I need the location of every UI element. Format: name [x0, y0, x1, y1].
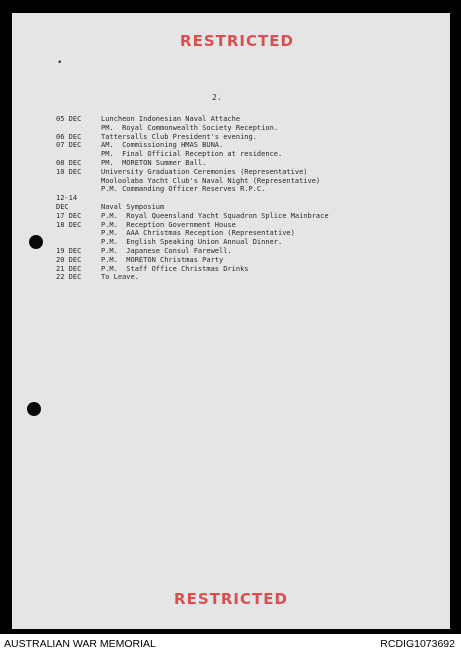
entry-text: Luncheon Indonesian Naval Attache — [101, 115, 241, 123]
entry-date: 12-14 — [56, 194, 78, 203]
entry-text: P.M. Royal Queensland Yacht Squadron Splice Mainbrace — [101, 211, 329, 220]
entry-date: DEC — [56, 202, 69, 211]
paper-mark: • — [57, 58, 63, 68]
entry-date — [56, 177, 101, 186]
archive-footer — [0, 634, 461, 653]
document-page — [12, 13, 450, 629]
schedule-entry — [56, 247, 436, 256]
entry-date: 06 DEC — [56, 132, 82, 141]
entry-text — [101, 194, 436, 203]
punch-hole-top — [29, 235, 43, 249]
schedule-entry — [56, 273, 436, 282]
entry-text: P.M. English Speaking Union Annual Dinner. — [101, 238, 283, 247]
entry-date — [56, 185, 101, 194]
schedule-entry — [56, 221, 436, 230]
schedule-entry — [56, 177, 436, 186]
entry-text: P.M. AAA Christmas Reception (Representative) — [101, 229, 295, 238]
entry-text: P.M. Reception Government House — [101, 220, 236, 229]
entry-date — [56, 124, 101, 133]
entry-date: 19 DEC — [56, 246, 82, 255]
restricted-stamp-top: RESTRICTED — [180, 32, 294, 50]
entry-text: University Graduation Ceremonies (Representative) — [101, 167, 308, 176]
schedule-entry — [56, 133, 436, 142]
punch-hole-bottom — [27, 402, 41, 416]
schedule-entry — [56, 141, 436, 150]
schedule-entry — [56, 212, 436, 221]
schedule-entry — [56, 256, 436, 265]
schedule-entry — [56, 150, 436, 159]
schedule-entry — [56, 203, 436, 212]
entry-date: 05 DEC — [56, 115, 82, 123]
entry-date: 22 DEC — [56, 273, 82, 282]
schedule-entry — [56, 124, 436, 133]
entry-date: 07 DEC — [56, 141, 82, 150]
entry-text: Tattersalls Club President's evening. — [101, 132, 257, 141]
entry-text: P.M. Commanding Officer Reserves R.P.C. — [101, 185, 266, 194]
entry-date — [56, 150, 101, 159]
entry-date — [56, 238, 101, 247]
restricted-stamp-bottom: RESTRICTED — [174, 590, 288, 608]
entry-text: AM. Commissioning HMAS BUNA. — [101, 141, 224, 150]
schedule-list — [56, 115, 436, 282]
entry-date: 08 DEC — [56, 158, 82, 167]
entry-date: 20 DEC — [56, 255, 82, 264]
entry-text: Mooloolaba Yacht Club's Naval Night (Representative) — [101, 176, 321, 185]
schedule-entry — [56, 238, 436, 247]
footer-institution: AUSTRALIAN WAR MEMORIAL — [4, 638, 156, 650]
schedule-entry — [56, 159, 436, 168]
entry-date — [56, 229, 101, 238]
entry-text: To Leave. — [101, 273, 139, 282]
entry-date: 10 DEC — [56, 167, 82, 176]
entry-text: P.M. Staff Office Christmas Drinks — [101, 264, 249, 273]
page-number: 2. — [212, 93, 222, 102]
entry-text: P.M. Japanese Consul Farewell. — [101, 246, 232, 255]
entry-text: P.M. MORETON Christmas Party — [101, 255, 224, 264]
schedule-entry — [56, 194, 436, 203]
entry-date: 18 DEC — [56, 220, 82, 229]
entry-date: 17 DEC — [56, 211, 82, 220]
footer-record-id: RCDIG1073692 — [380, 638, 455, 650]
schedule-entry — [56, 265, 436, 274]
entry-date: 21 DEC — [56, 264, 82, 273]
entry-text: PM. Final Official Reception at residence. — [101, 150, 283, 159]
schedule-entry — [56, 168, 436, 177]
entry-text: PM. Royal Commonwealth Society Reception. — [101, 123, 279, 132]
schedule-entry — [56, 115, 436, 124]
schedule-entry — [56, 229, 436, 238]
schedule-entry — [56, 185, 436, 194]
entry-text: PM. MORETON Summer Ball. — [101, 158, 207, 167]
entry-text: Naval Symposium — [101, 202, 165, 211]
